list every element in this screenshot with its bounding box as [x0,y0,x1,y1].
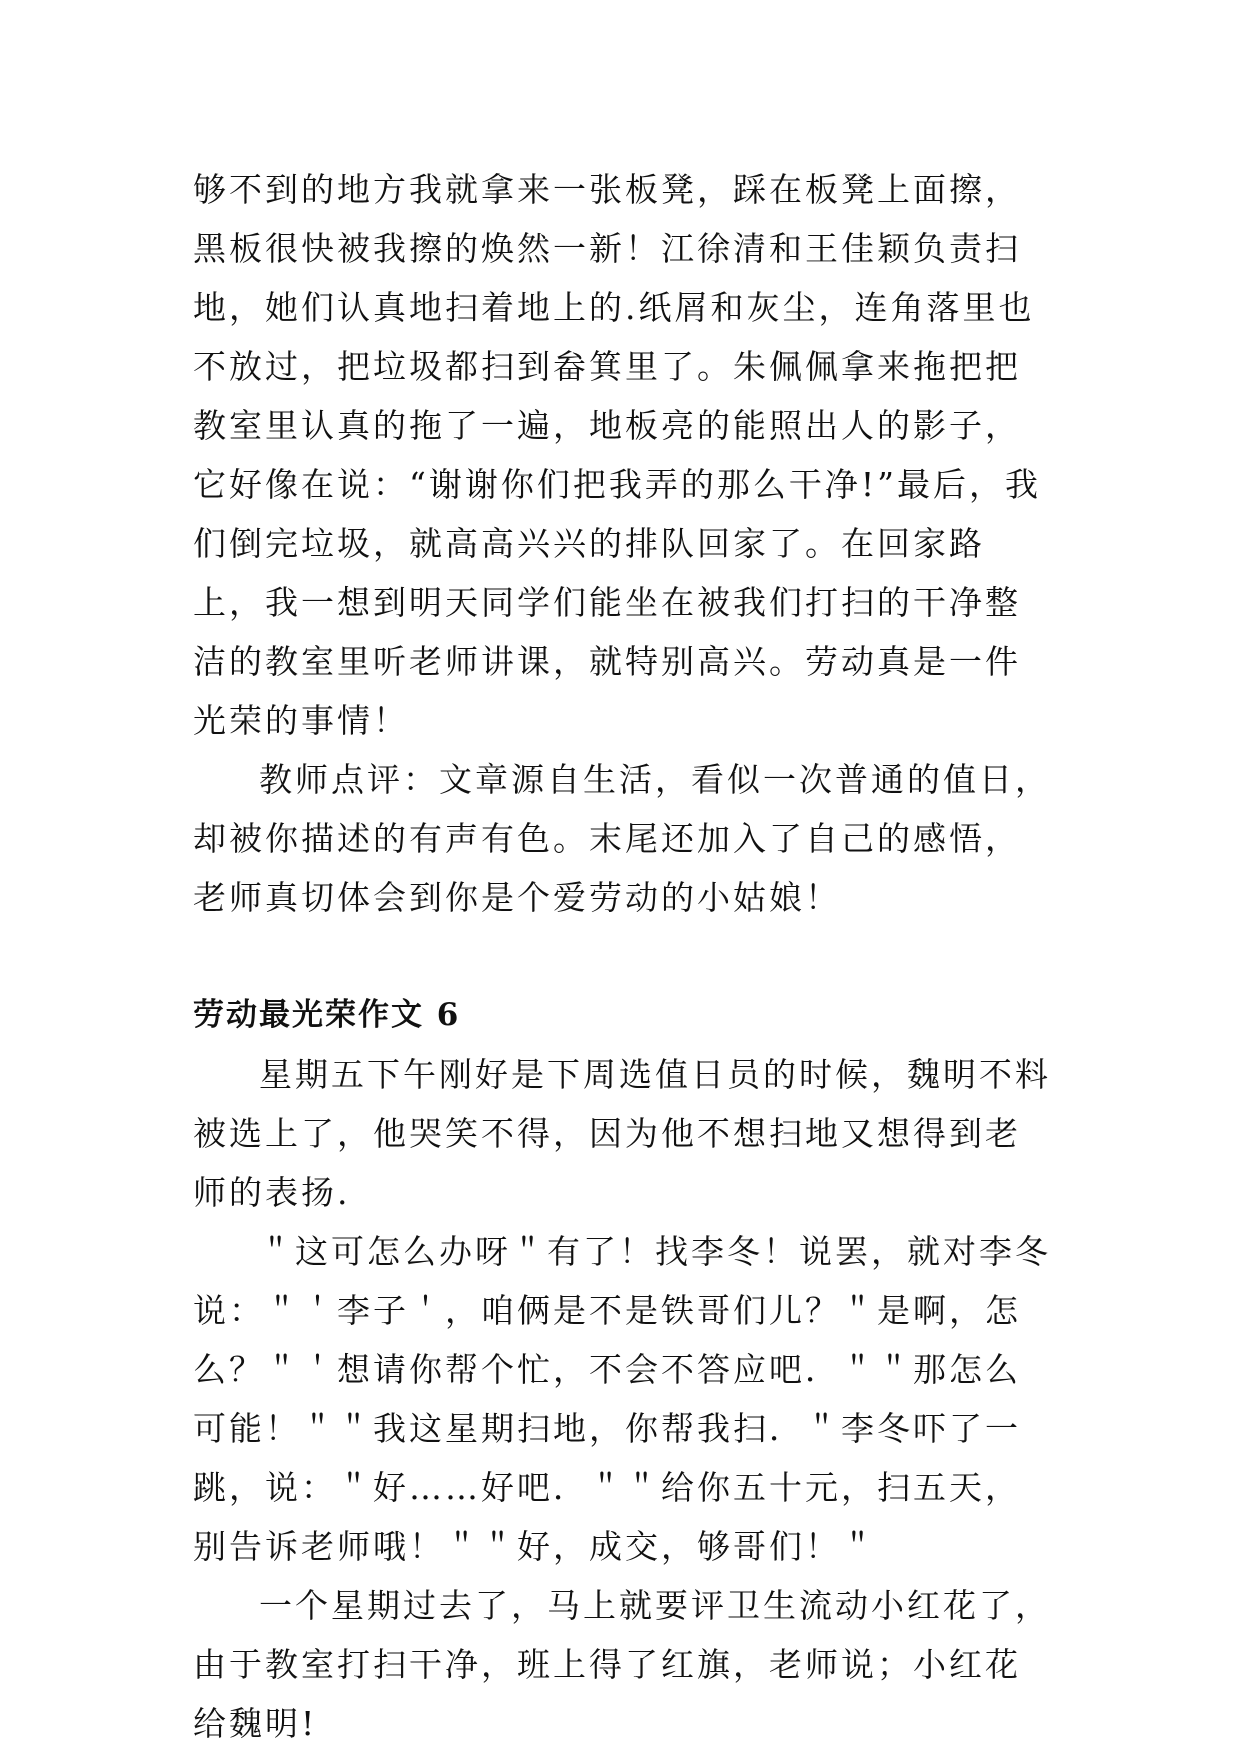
section-spacer [193,927,1055,986]
essay-paragraph-3: 一个星期过去了，马上就要评卫生流动小红花了，由于教室打扫干净，班上得了红旗，老师说；小红花给魏明! [193,1586,1051,1743]
essay-paragraph-1: 星期五下午刚好是下周选值日员的时候，魏明不料被选上了，他哭笑不得，因为他不想扫地又想得到老师的表扬. [193,1055,1051,1212]
section-title: 劳动最光荣作文 6 [193,997,461,1033]
teacher-comment: 教师点评：文章源自生活，看似一次普通的值日，却被你描述的有声有色。末尾还加入了自己的感悟，老师真切体会到你是个爱劳动的小姑娘！ [193,760,1051,917]
document-body [193,160,1055,1753]
essay-paragraph-2: ＂这可怎么办呀＂有了！找李冬！说罢，就对李冬说：＂＇李子＇，咱俩是不是铁哥们儿？＂是啊，怎么？＂＇想请你帮个忙，不会不答应吧．＂＂那怎么可能！＂＂我这星期扫地，你帮我扫．＂李冬吓了一跳，说：＂好……好吧．＂＂给你五十元，扫五天，别告诉老师哦！＂＂好，成交，够哥们！＂ [193,1232,1051,1566]
continuation-paragraph: 够不到的地方我就拿来一张板凳，踩在板凳上面擦，黑板很快被我擦的焕然一新！江徐清和王佳颖负责扫地，她们认真地扫着地上的.纸屑和灰尘，连角落里也不放过，把垃圾都扫到畚箕里了。朱佩佩拿来拖把把教室里认真的拖了一遍，地板亮的能照出人的影子，它好像在说：“谢谢你们把我弄的那么干净!”最后，我们倒完垃圾，就高高兴兴的排队回家了。在回家路上，我一想到明天同学们能坐在被我们打扫的干净整洁的教室里听老师讲课，就特别高兴。劳动真是一件光荣的事情！ [193,170,1042,740]
